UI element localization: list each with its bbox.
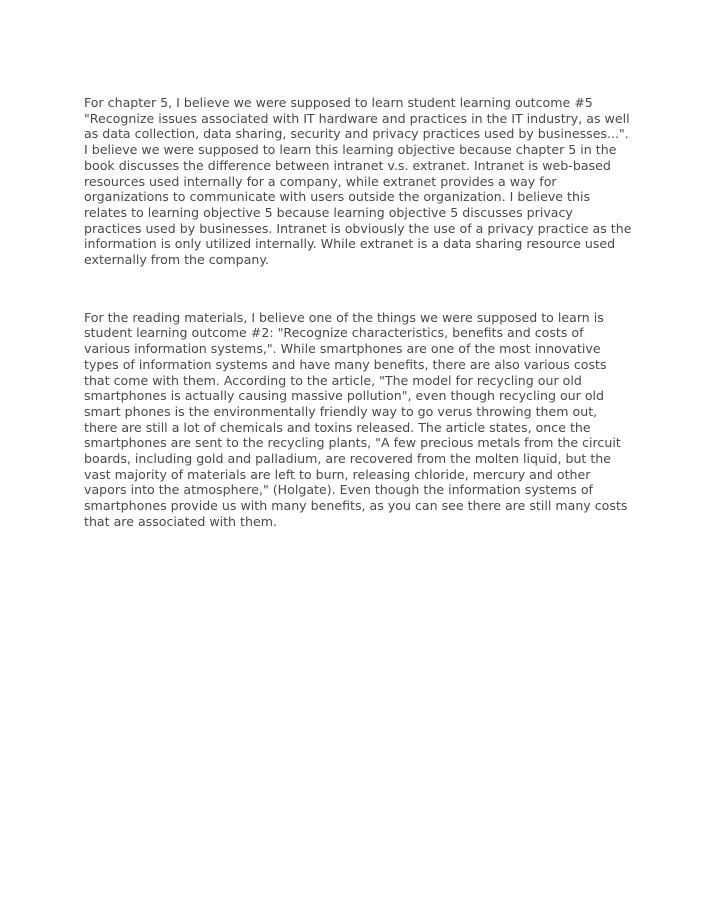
paragraph-chapter-5: For chapter 5, I believe we were supposed to learn student learning outcome #5 "Recognize issues associated with IT hardware and practices in the IT industry, as well as data collection, data sharing, security and privacy practices used by businesses...". I believe we were supposed to learn this learning objective because chapter 5 in the book discusses the difference between intranet v.s. extranet. Intranet is web-based resources used internally for a company, while extranet provides a way for organizations to communicate with users outside the organization. I believe this relates to learning objective 5 because learning objective 5 discusses privacy practices used by businesses. Intranet is obviously the use of a privacy practice as the information is only utilized internally. While extranet is a data sharing resource used externally from the company.	[84, 95, 632, 268]
paragraph-reading-materials: For the reading materials, I believe one of the things we were supposed to learn is student learning outcome #2: "Recognize characteristics, benefits and costs of various information systems,". While smartphones are one of the most innovative types of information systems and have many benefits, there are also various costs that come with them. According to the article, "The model for recycling our old smartphones is actually causing massive pollution", even though recycling our old smart phones is the environmentally friendly way to go verus throwing them out, there are still a lot of chemicals and toxins released. The article states, once the smartphones are sent to the recycling plants, "A few precious metals from the circuit boards, including gold and palladium, are recovered from the molten liquid, but the vast majority of materials are left to burn, releasing chloride, mercury and other vapors into the atmosphere," (Holgate). Even though the information systems of smartphones provide us with many benefits, as you can see there are still many costs that are associated with them.	[84, 309, 628, 529]
document-body	[84, 95, 632, 530]
